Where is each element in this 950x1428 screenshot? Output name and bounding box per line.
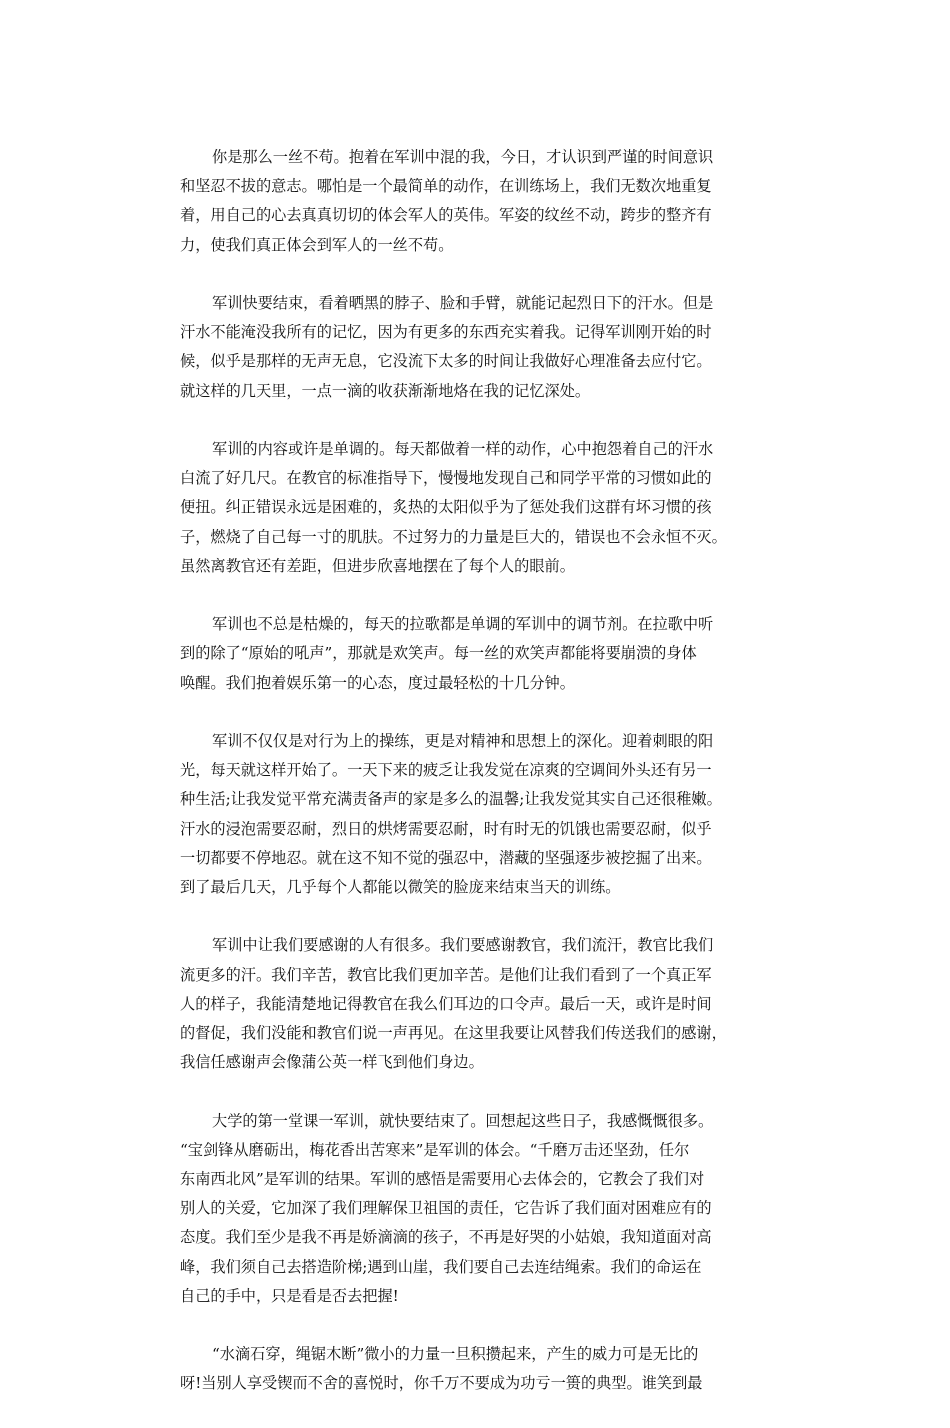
text-line: 候，似乎是那样的无声无息，它没流下太多的时间让我做好心理准备去应付它。 [180, 352, 712, 371]
text-line: 光，每天就这样开始了。一天下来的疲乏让我发觉在凉爽的空调间外头还有另一 [180, 761, 712, 780]
text-line: 便扭。纠正错误永远是困难的，炙热的太阳似乎为了惩处我们这群有坏习惯的孩 [180, 498, 712, 517]
text-line: 虽然离教官还有差距，但进步欣喜地摆在了每个人的眼前。 [180, 556, 575, 575]
text-line: 态度。我们至少是我不再是娇滴滴的孩子，不再是好哭的小姑娘，我知道面对高 [180, 1228, 712, 1247]
text-line: 军训中让我们要感谢的人有很多。我们要感谢教官，我们流汗，教官比我们 [212, 936, 714, 955]
text-line: 汗水不能淹没我所有的记忆，因为有更多的东西充实着我。记得军训刚开始的时 [180, 323, 712, 342]
text-line: 军训也不总是枯燥的，每天的拉歌都是单调的军训中的调节剂。在拉歌中听 [212, 615, 714, 634]
text-line: 的督促，我们没能和教官们说一声再见。在这里我要让风替我们传送我们的感谢， [180, 1024, 727, 1043]
paragraph-7 [180, 1107, 776, 1311]
text-line: 我信任感谢声会像蒲公英一样飞到他们身边。 [180, 1053, 484, 1072]
text-line: 子，燃烧了自己每一寸的肌肤。不过努力的力量是巨大的，错误也不会永恒不灭。 [180, 527, 727, 546]
document-body [180, 143, 776, 1428]
text-line: 到的除了“原始的吼声”，那就是欢笑声。每一丝的欢笑声都能将要崩溃的身体 [180, 644, 697, 663]
text-line: 着，用自己的心去真真切切的体会军人的英伟。军姿的纹丝不动，跨步的整齐有 [180, 206, 712, 225]
text-line: 人的样子，我能清楚地记得教官在我么们耳边的口令声。最后一天，或许是时间 [180, 994, 712, 1013]
paragraph-8 [180, 1340, 776, 1398]
text-line: 力，使我们真正体会到军人的一丝不苟。 [180, 235, 454, 254]
paragraph-2 [180, 289, 776, 406]
text-line: “水滴石穿，绳锯木断”微小的力量一旦积攒起来，产生的威力可是无比的 [212, 1345, 699, 1364]
text-line: 军训的内容或许是单调的。每天都做着一样的动作，心中抱怨着自己的汗水 [212, 440, 714, 458]
text-line: 大学的第一堂课一军训，就快要结束了。回想起这些日子，我感慨慨很多。 [212, 1111, 714, 1130]
text-line: 别人的关爱，它加深了我们理解保卫祖国的责任，它告诉了我们面对困难应有的 [180, 1199, 712, 1218]
text-line: 唤醒。我们抱着娱乐第一的心态，度过最轻松的十几分钟。 [180, 673, 575, 692]
paragraph-3 [180, 435, 776, 581]
paragraph-6 [180, 931, 776, 1077]
text-line: 白流了好几尺。在教官的标准指导下，慢慢地发现自己和同学平常的习惯如此的 [180, 469, 712, 488]
text-line: 种生活;让我发觉平常充满责备声的家是多么的温馨;让我发觉其实自己还很稚嫩。 [180, 790, 722, 809]
text-line: 自己的手中，只是看是否去把握! [180, 1286, 399, 1305]
paragraph-5 [180, 727, 776, 902]
text-line: 东南西北风”是军训的结果。军训的感悟是需要用心去体会的，它教会了我们对 [180, 1170, 705, 1189]
text-line: 流更多的汗。我们辛苦，教官比我们更加辛苦。是他们让我们看到了一个真正军 [180, 965, 712, 984]
text-line: 呀!当别人享受锲而不舍的喜悦时，你千万不要成为功亏一篑的典型。谁笑到最 [180, 1374, 703, 1393]
text-line: 汗水的浸泡需要忍耐，烈日的烘烤需要忍耐，时有时无的饥饿也需要忍耐，似乎 [180, 819, 712, 838]
text-line: 和坚忍不拔的意志。哪怕是一个最简单的动作，在训练场上，我们无数次地重复 [180, 177, 712, 196]
text-line: 你是那么一丝不苟。抱着在军训中混的我，今日，才认识到严谨的时间意识 [212, 148, 714, 166]
text-line: 一切都要不停地忍。就在这不知不觉的强忍中，潜藏的坚强逐步被挖掘了出来。 [180, 848, 712, 867]
text-line: 就这样的几天里，一点一滴的收获渐渐地烙在我的记忆深处。 [180, 381, 591, 400]
text-line: 峰，我们须自己去搭造阶梯;遇到山崖，我们要自己去连结绳索。我们的命运在 [180, 1257, 702, 1276]
paragraph-1 [180, 143, 776, 260]
text-line: 到了最后几天，几乎每个人都能以微笑的脸庞来结束当天的训练。 [180, 878, 621, 897]
text-line: 军训快要结束，看着晒黑的脖子、脸和手臂，就能记起烈日下的汗水。但是 [212, 294, 714, 312]
text-line: 军训不仅仅是对行为上的操练，更是对精神和思想上的深化。迎着刺眼的阳 [212, 732, 714, 750]
paragraph-4 [180, 610, 776, 698]
text-line: “宝剑锋从磨砺出，梅花香出苦寒来”是军训的体会。“千磨万击还坚劲，任尔 [180, 1140, 690, 1159]
